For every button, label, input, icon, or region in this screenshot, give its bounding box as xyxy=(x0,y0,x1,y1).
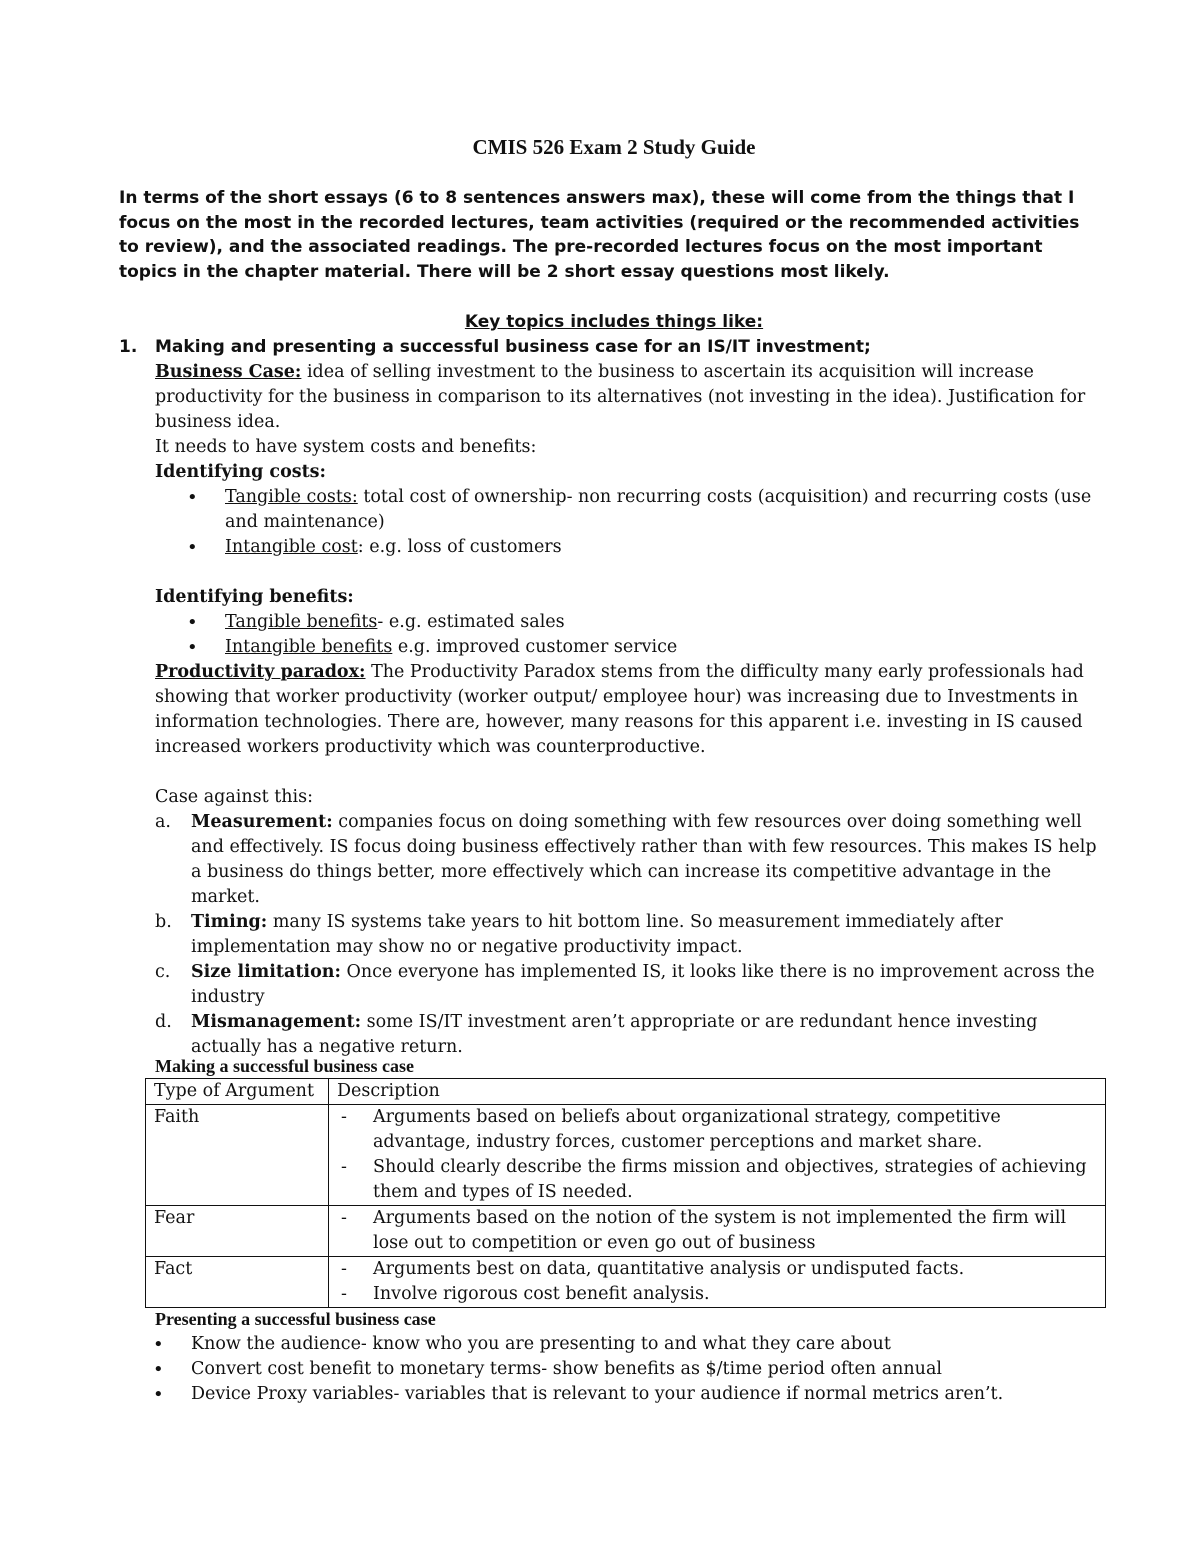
table-row xyxy=(146,1257,1106,1308)
list-item xyxy=(225,535,1109,560)
description-text: Arguments based on the notion of the system is not implemented the firm will lose out to competition or even go out of business xyxy=(373,1208,1067,1253)
intro-paragraph: In terms of the short essays (6 to 8 sentences answers max), these will come from the things that I focus on the most in the recorded lectures, team activities (required or the recommended activities to review), and the associated readings. The pre-recorded lectures focus on the most important topics in the chapter material. There will be 2 short essay questions most likely. xyxy=(119,188,1080,282)
reason-text: companies focus on doing something with few resources over doing something well and effectively. IS focus doing business effectively rather than with few resources. This makes IS help a business do things better, more effectively which can increase its competitive advantage in the market. xyxy=(191,812,1097,907)
benefits-list xyxy=(155,610,1109,660)
reason-item-b xyxy=(155,910,1109,960)
dash-marker: - xyxy=(341,1208,347,1228)
dash-marker: - xyxy=(341,1107,347,1127)
key-topics-heading: Key topics includes things like: xyxy=(464,312,764,332)
table-header-cell: Type of Argument xyxy=(146,1079,329,1105)
argument-type-cell: Fact xyxy=(146,1257,329,1308)
reason-letter: d. xyxy=(155,1012,172,1032)
list-item xyxy=(337,1282,1097,1307)
list-item xyxy=(225,485,1109,535)
argument-type-cell: Fear xyxy=(146,1206,329,1257)
business-case-paragraph xyxy=(155,360,1109,435)
table-header-row xyxy=(146,1079,1106,1105)
reason-item-d xyxy=(155,1010,1109,1060)
list-item: • Device Proxy variables- variables that is relevant to your audience if normal metrics aren’t. xyxy=(191,1382,1115,1407)
dash-marker: - xyxy=(341,1284,347,1304)
identifying-costs-heading: Identifying costs: xyxy=(155,462,326,482)
reason-text: some IS/IT investment aren’t appropriate or are redundant hence investing actually has a negative return. xyxy=(191,1012,1038,1057)
description-text: Arguments based on beliefs about organizational strategy, competitive advantage, industry forces, customer perceptions and market share. xyxy=(373,1107,1001,1152)
reason-label: Measurement: xyxy=(191,812,333,832)
argument-table xyxy=(145,1078,1106,1308)
reason-letter: b. xyxy=(155,912,172,932)
topic-heading xyxy=(119,335,1109,360)
reason-label: Size limitation: xyxy=(191,962,341,982)
table-row xyxy=(146,1206,1106,1257)
tangible-benefits-text: - e.g. estimated sales xyxy=(377,612,565,632)
identifying-benefits-heading: Identifying benefits: xyxy=(155,587,354,607)
argument-type-cell: Faith xyxy=(146,1105,329,1206)
list-item xyxy=(225,610,1109,635)
table-header-cell: Description xyxy=(329,1079,1106,1105)
making-case-heading: Making a successful business case xyxy=(155,1056,415,1076)
list-item xyxy=(225,635,1109,660)
intangible-cost-text: : e.g. loss of customers xyxy=(357,537,562,557)
productivity-paradox-paragraph xyxy=(155,660,1109,760)
costs-list xyxy=(155,485,1109,560)
argument-description-cell xyxy=(329,1206,1106,1257)
productivity-paradox-text: The Productivity Paradox stems from the difficulty many early professionals had showing that worker productivity (worker output/ employee hour) was increasing due to Investments in information technologies. There are, however, many reasons for this apparent i.e. investing in IS caused increased workers productivity which was counterproductive. xyxy=(155,662,1084,757)
reason-letter: a. xyxy=(155,812,171,832)
topic-body xyxy=(119,360,1109,1060)
productivity-paradox-label: Productivity paradox: xyxy=(155,662,366,682)
argument-description-cell xyxy=(329,1105,1106,1206)
list-item: • Convert cost benefit to monetary terms- show benefits as $/time period often annual xyxy=(191,1357,1115,1382)
list-item: • Know the audience- know who you are presenting to and what they care about xyxy=(191,1332,1115,1357)
reason-text: many IS systems take years to hit bottom line. So measurement immediately after implementation may show no or negative productivity impact. xyxy=(191,912,1003,957)
list-item xyxy=(337,1206,1097,1256)
dash-marker: - xyxy=(341,1259,347,1279)
reason-letter: c. xyxy=(155,962,171,982)
topic-heading-text: Making and presenting a successful business case for an IS/IT investment; xyxy=(155,337,871,357)
presenting-list xyxy=(155,1332,1115,1407)
reason-label: Timing: xyxy=(191,912,268,932)
dash-marker: - xyxy=(341,1157,347,1177)
list-item xyxy=(337,1105,1097,1155)
description-text: Arguments best on data, quantitative analysis or undisputed facts. xyxy=(373,1259,965,1279)
business-case-text: idea of selling investment to the business to ascertain its acquisition will increase productivity for the business in comparison to its alternatives (not investing in the idea). Justification for business idea. xyxy=(155,362,1086,432)
page-title: CMIS 526 Exam 2 Study Guide xyxy=(472,135,756,159)
reason-label: Mismanagement: xyxy=(191,1012,362,1032)
topic-number: 1. xyxy=(119,337,138,357)
business-case-label: Business Case: xyxy=(155,362,302,382)
topic-item-1 xyxy=(119,335,1109,1060)
tangible-benefits-label: Tangible benefits xyxy=(225,612,378,632)
presenting-heading: Presenting a successful business case xyxy=(155,1309,436,1329)
list-item xyxy=(337,1155,1097,1205)
description-text: Involve rigorous cost benefit analysis. xyxy=(373,1284,710,1304)
reason-item-c xyxy=(155,960,1109,1010)
presenting-section xyxy=(155,1307,1115,1407)
tangible-costs-text: total cost of ownership- non recurring costs (acquisition) and recurring costs (use and maintenance) xyxy=(225,487,1092,532)
spacer xyxy=(155,560,1109,585)
reason-item-a xyxy=(155,810,1109,910)
description-text: Should clearly describe the firms mission and objectives, strategies of achieving them and types of IS needed. xyxy=(373,1157,1087,1202)
spacer xyxy=(155,760,1109,785)
intangible-cost-label: Intangible cost xyxy=(225,537,358,557)
list-item xyxy=(337,1257,1097,1282)
intangible-benefits-label: Intangible benefits xyxy=(225,637,393,657)
argument-description-cell xyxy=(329,1257,1106,1308)
intangible-benefits-text: e.g. improved customer service xyxy=(392,637,678,657)
case-against-line: Case against this: xyxy=(155,787,314,807)
tangible-costs-label: Tangible costs: xyxy=(225,487,358,507)
table-row xyxy=(146,1105,1106,1206)
reason-text: Once everyone has implemented IS, it looks like there is no improvement across the industry xyxy=(191,962,1095,1007)
costs-benefits-line: It needs to have system costs and benefits: xyxy=(155,437,537,457)
